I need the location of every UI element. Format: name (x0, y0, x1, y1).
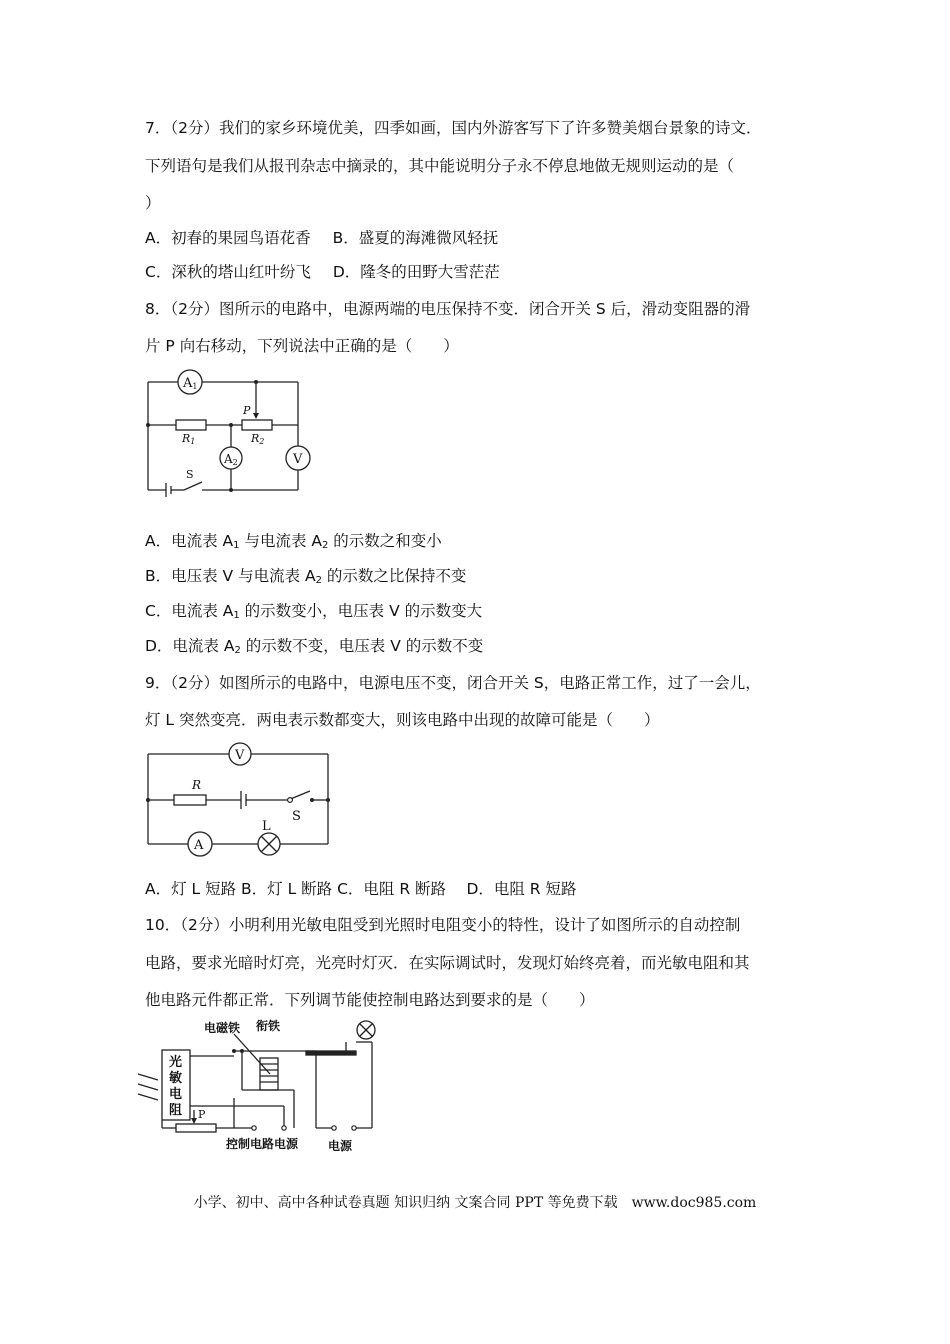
q9-options: A．灯 L 短路 B．灯 L 断路 C．电阻 R 断路 D．电阻 R 短路 (145, 880, 577, 898)
q10-fig-armature-label: 衔铁 (256, 1019, 281, 1033)
q10-fig-electromagnet-label: 电磁铁 (204, 1021, 241, 1035)
q8-stem-line-2: 片 P 向右移动，下列说法中正确的是（ ） (145, 337, 459, 355)
q10-fig-photoresistor-char-3: 电 (169, 1087, 183, 1102)
q10-fig-control-power-label: 控制电路电源 (226, 1137, 299, 1151)
q9-stem-line-1: 9．（2分）如图所示的电路中，电源电压不变，闭合开关 S，电路正常工作，过了一会儿， (145, 674, 761, 692)
q8-fig-r1-label: R1 (182, 432, 196, 446)
q7-stem-line-3: ） (145, 194, 161, 212)
q7-option-b: B．盛夏的海滩微风轻抚 (332, 229, 499, 247)
q7-options-row-2 (145, 262, 500, 282)
q8-option-d: D．电流表 $A_2$ 的示数不变，电压表 V 的示数不变 (145, 637, 484, 656)
q8-fig-s-label: S (186, 468, 194, 481)
q9-circuit-diagram (140, 738, 340, 862)
q9-fig-v-label: V (235, 748, 245, 763)
q8-stem-line-1: 8．（2分）图所示的电路中，电源两端的电压保持不变．闭合开关 S 后，滑动变阻器的滑 (145, 300, 751, 318)
q8-option-b: B．电压表 V 与电流表 $A_2$ 的示数之比保持不变 (145, 567, 467, 586)
q8-option-a: A．电流表 $A_1$ 与电流表 $A_2$ 的示数之和变小 (145, 532, 442, 551)
q10-fig-photoresistor-char-1: 光 (169, 1055, 183, 1070)
q10-stem-line-3: 他电路元件都正常．下列调节能使控制电路达到要求的是（ ） (145, 991, 595, 1009)
q8-fig-a2-label: A2 (224, 452, 238, 467)
q7-option-d: D．隆冬的田野大雪茫茫 (332, 263, 500, 281)
q9-fig-s-label: S (292, 809, 301, 824)
q7-stem-line-2: 下列语句是我们从报刊杂志中摘录的，其中能说明分子永不停息地做无规则运动的是（ (145, 157, 735, 175)
q7-options-row-1 (145, 228, 498, 248)
q9-fig-l-label: L (262, 819, 271, 834)
q9-stem-line-2: 灯 L 突然变亮．两电表示数都变大，则该电路中出现的故障可能是（ ） (145, 711, 660, 729)
q8-fig-a1-label: A1 (183, 376, 198, 391)
q10-fig-power-label: 电源 (328, 1139, 353, 1153)
q9-fig-a-label: A (194, 838, 204, 853)
q10-fig-photoresistor-char-4: 阻 (169, 1103, 183, 1118)
q10-circuit-diagram (134, 1018, 384, 1158)
q8-fig-p-label: P (243, 404, 251, 417)
q10-stem-line-2: 电路，要求光暗时灯亮，光亮时灯灭．在实际调试时，发现灯始终亮着，而光敏电阻和其 (145, 954, 750, 972)
q8-fig-v-label: V (293, 452, 303, 467)
q8-option-c: C．电流表 $A_1$ 的示数变小，电压表 V 的示数变大 (145, 602, 483, 621)
q7-option-c: C．深秋的塔山红叶纷飞 (145, 263, 311, 281)
q7-option-a: A．初春的果园鸟语花香 (145, 229, 311, 247)
q10-fig-p-label: P (198, 1108, 206, 1121)
page-footer: 小学、初中、高中各种试卷真题 知识归纳 文案合同 PPT 等免费下载 www.doc985.com (193, 1195, 757, 1211)
q8-fig-r2-label: R2 (251, 432, 265, 446)
q7-stem-line-1: 7．（2分）我们的家乡环境优美，四季如画，国内外游客写下了许多赞美烟台景象的诗文． (145, 119, 762, 137)
q9-fig-r-label: R (192, 778, 202, 792)
q10-stem-line-1: 10．（2分）小明利用光敏电阻受到光照时电阻变小的特性，设计了如图所示的自动控制 (145, 916, 741, 934)
q10-fig-photoresistor-char-2: 敏 (169, 1071, 183, 1086)
q8-circuit-diagram (140, 366, 320, 498)
